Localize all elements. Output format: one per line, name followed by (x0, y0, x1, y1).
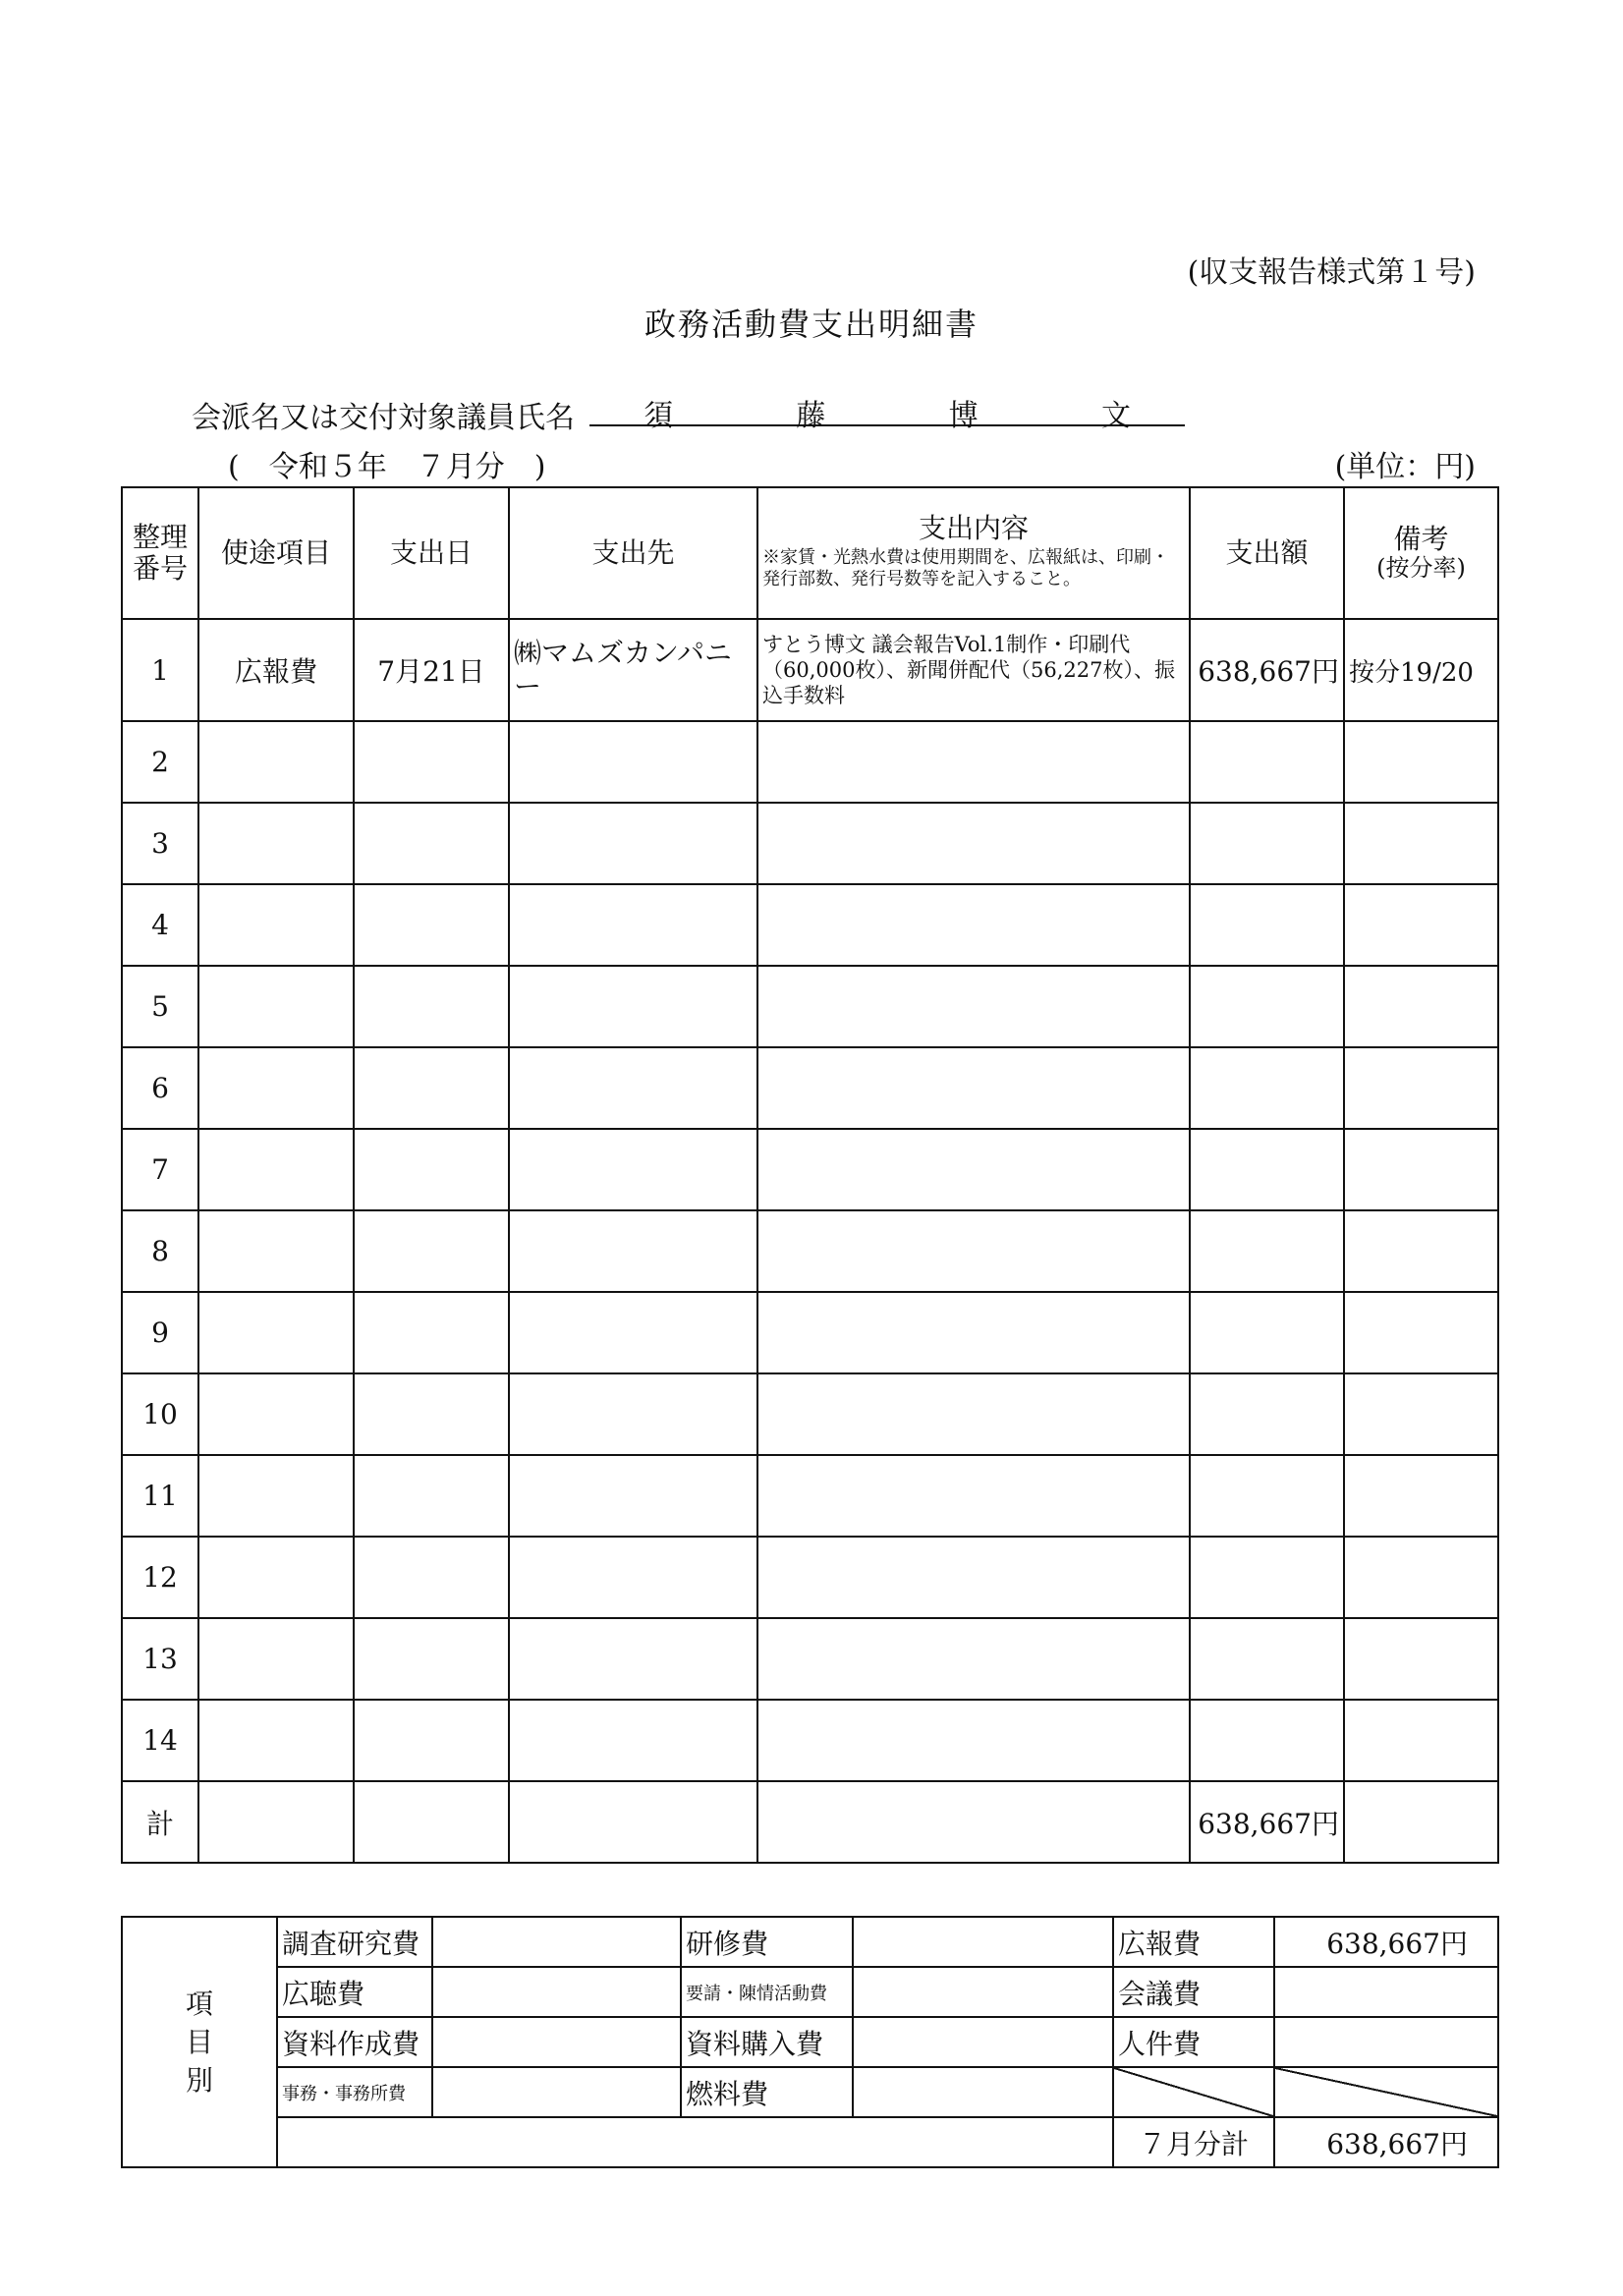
summary-materials-purchase-label: 資料購入費 (681, 2017, 853, 2067)
summary-research-label: 調査研究費 (277, 1917, 432, 1967)
row-amount (1190, 1618, 1344, 1700)
row-amount (1190, 884, 1344, 966)
row-payee (509, 1210, 757, 1292)
summary-row-label (122, 1917, 277, 2167)
summary-label-char: 目 (185, 2025, 213, 2058)
row-remarks (1344, 1292, 1498, 1373)
row-remarks (1344, 966, 1498, 1047)
table-row (122, 1047, 1498, 1129)
row-remarks (1344, 1455, 1498, 1537)
row-content (757, 1373, 1190, 1455)
row-date (354, 721, 509, 803)
row-payee (509, 1047, 757, 1129)
row-date (354, 1700, 509, 1781)
summary-hearing-label: 広聴費 (277, 1967, 432, 2017)
row-category (198, 966, 354, 1047)
table-row (122, 1210, 1498, 1292)
form-number: (収支報告様式第１号) (1187, 255, 1476, 290)
table-row (122, 619, 1498, 721)
row-remarks (1344, 721, 1498, 803)
row-no: 13 (122, 1618, 198, 1700)
row-content (757, 884, 1190, 966)
category-summary-table (121, 1916, 1499, 2168)
summary-personnel-label: 人件費 (1113, 2017, 1274, 2067)
row-no: 3 (122, 803, 198, 884)
table-row (122, 1373, 1498, 1455)
row-no: 14 (122, 1700, 198, 1781)
row-remarks (1344, 803, 1498, 884)
header-content (757, 487, 1190, 619)
row-remarks (1344, 1373, 1498, 1455)
total-amount: 638,667円 (1190, 1781, 1344, 1863)
row-content (757, 1618, 1190, 1700)
member-name-char: 文 (1100, 399, 1131, 433)
row-no: 2 (122, 721, 198, 803)
table-row (122, 1537, 1498, 1618)
expense-table (121, 486, 1499, 1864)
row-remarks (1344, 1129, 1498, 1210)
row-no: 6 (122, 1047, 198, 1129)
table-row (122, 721, 1498, 803)
table-header-row (122, 487, 1498, 619)
member-name-char: 藤 (796, 399, 826, 433)
summary-materials-creation-label: 資料作成費 (277, 2017, 432, 2067)
member-name-char: 博 (948, 399, 979, 433)
row-amount (1190, 803, 1344, 884)
summary-diagonal-cell (1274, 2067, 1498, 2117)
summary-personnel-amount (1274, 2017, 1498, 2067)
row-no: 10 (122, 1373, 198, 1455)
row-category (198, 1537, 354, 1618)
header-payee: 支出先 (509, 487, 757, 619)
summary-research-amount (432, 1917, 681, 1967)
row-amount (1190, 721, 1344, 803)
row-no: 11 (122, 1455, 198, 1537)
summary-office-amount (432, 2067, 681, 2117)
row-content (757, 1047, 1190, 1129)
header-remarks-title: 備考 (1393, 523, 1449, 556)
row-no: 5 (122, 966, 198, 1047)
row-date (354, 1455, 509, 1537)
document-title: 政務活動費支出明細書 (644, 306, 979, 343)
summary-meeting-amount (1274, 1967, 1498, 2017)
row-content (757, 1537, 1190, 1618)
row-date (354, 1129, 509, 1210)
table-row (122, 803, 1498, 884)
row-date (354, 884, 509, 966)
summary-materials-creation-amount (432, 2017, 681, 2067)
row-category (198, 1618, 354, 1700)
row-payee (509, 1129, 757, 1210)
row-payee (509, 1700, 757, 1781)
row-no: 4 (122, 884, 198, 966)
row-remarks: 按分19/20 (1344, 619, 1498, 721)
row-category (198, 1373, 354, 1455)
row-content (757, 803, 1190, 884)
row-category (198, 1129, 354, 1210)
row-date: 7月21日 (354, 619, 509, 721)
row-date (354, 966, 509, 1047)
row-category (198, 1047, 354, 1129)
row-date (354, 1537, 509, 1618)
row-remarks (1344, 1700, 1498, 1781)
row-amount (1190, 1537, 1344, 1618)
row-date (354, 1210, 509, 1292)
member-name (589, 391, 1185, 433)
row-remarks (1344, 1537, 1498, 1618)
row-content (757, 721, 1190, 803)
row-no: 8 (122, 1210, 198, 1292)
header-content-title: 支出内容 (918, 512, 1029, 545)
summary-publicity-amount: 638,667円 (1274, 1917, 1498, 1967)
row-no: 12 (122, 1537, 198, 1618)
table-row (122, 1129, 1498, 1210)
summary-label-char: 項 (185, 1987, 213, 2020)
header-remarks-sub: (按分率) (1376, 554, 1466, 583)
summary-publicity-label: 広報費 (1113, 1917, 1274, 1967)
row-no: 7 (122, 1129, 198, 1210)
summary-blank (277, 2117, 1113, 2167)
row-amount (1190, 1210, 1344, 1292)
total-row (122, 1781, 1498, 1863)
summary-hearing-amount (432, 1967, 681, 2017)
summary-diagonal-cell (1113, 2067, 1274, 2117)
table-row (122, 1292, 1498, 1373)
header-content-note: ※家賃・光熱水費は使用期間を、広報紙は、印刷・発行部数、発行号数等を記入すること。 (762, 546, 1169, 590)
header-date: 支出日 (354, 487, 509, 619)
summary-month-total-label: ７月分計 (1113, 2117, 1274, 2167)
row-amount (1190, 1700, 1344, 1781)
row-content (757, 1700, 1190, 1781)
row-content (757, 1210, 1190, 1292)
row-content (757, 1292, 1190, 1373)
total-label: 計 (122, 1781, 198, 1863)
row-remarks (1344, 1618, 1498, 1700)
row-content: すとう博文 議会報告Vol.1制作・印刷代（60,000枚）、新聞併配代（56,227枚）、振込手数料 (757, 619, 1190, 721)
row-payee (509, 1537, 757, 1618)
summary-meeting-label: 会議費 (1113, 1967, 1274, 2017)
row-payee (509, 1455, 757, 1537)
row-no: 1 (122, 619, 198, 721)
row-payee (509, 884, 757, 966)
row-date (354, 803, 509, 884)
row-payee (509, 966, 757, 1047)
table-row (122, 1700, 1498, 1781)
total-empty (757, 1781, 1190, 1863)
row-amount (1190, 966, 1344, 1047)
summary-fuel-amount (853, 2067, 1113, 2117)
row-payee (509, 721, 757, 803)
row-category (198, 1210, 354, 1292)
row-category (198, 721, 354, 803)
row-remarks (1344, 1210, 1498, 1292)
row-amount: 638,667円 (1190, 619, 1344, 721)
row-amount (1190, 1129, 1344, 1210)
row-payee: ㈱マムズカンパニー (509, 619, 757, 721)
summary-month-total-amount: 638,667円 (1274, 2117, 1498, 2167)
total-empty (509, 1781, 757, 1863)
row-payee (509, 1292, 757, 1373)
header-remarks (1344, 487, 1498, 619)
row-amount (1190, 1373, 1344, 1455)
row-remarks (1344, 1047, 1498, 1129)
summary-petition-label: 要請・陳情活動費 (681, 1967, 853, 2017)
row-category (198, 803, 354, 884)
row-category (198, 884, 354, 966)
table-row (122, 966, 1498, 1047)
row-amount (1190, 1455, 1344, 1537)
total-empty (1344, 1781, 1498, 1863)
table-row (122, 1455, 1498, 1537)
row-date (354, 1373, 509, 1455)
row-payee (509, 803, 757, 884)
unit-label: (単位：円) (1334, 450, 1476, 484)
row-date (354, 1618, 509, 1700)
row-amount (1190, 1047, 1344, 1129)
summary-training-amount (853, 1917, 1113, 1967)
table-row (122, 1618, 1498, 1700)
summary-training-label: 研修費 (681, 1917, 853, 1967)
table-row (122, 884, 1498, 966)
header-amount: 支出額 (1190, 487, 1344, 619)
header-category: 使途項目 (198, 487, 354, 619)
org-label: 会派名又は交付対象議員氏名 (192, 401, 575, 435)
summary-office-label: 事務・事務所費 (277, 2067, 432, 2117)
row-payee (509, 1618, 757, 1700)
period: ( 令和５年 ７月分 ) (228, 450, 546, 484)
row-amount (1190, 1292, 1344, 1373)
row-date (354, 1047, 509, 1129)
total-empty (198, 1781, 354, 1863)
summary-petition-amount (853, 1967, 1113, 2017)
row-category: 広報費 (198, 619, 354, 721)
row-category (198, 1455, 354, 1537)
row-payee (509, 1373, 757, 1455)
member-name-char: 須 (644, 399, 673, 433)
row-no: 9 (122, 1292, 198, 1373)
summary-fuel-label: 燃料費 (681, 2067, 853, 2117)
row-category (198, 1700, 354, 1781)
total-empty (354, 1781, 509, 1863)
row-content (757, 966, 1190, 1047)
row-remarks (1344, 884, 1498, 966)
summary-materials-purchase-amount (853, 2017, 1113, 2067)
row-category (198, 1292, 354, 1373)
row-content (757, 1455, 1190, 1537)
header-no: 整理番号 (122, 487, 198, 619)
row-content (757, 1129, 1190, 1210)
row-date (354, 1292, 509, 1373)
summary-label-char: 別 (185, 2064, 213, 2098)
